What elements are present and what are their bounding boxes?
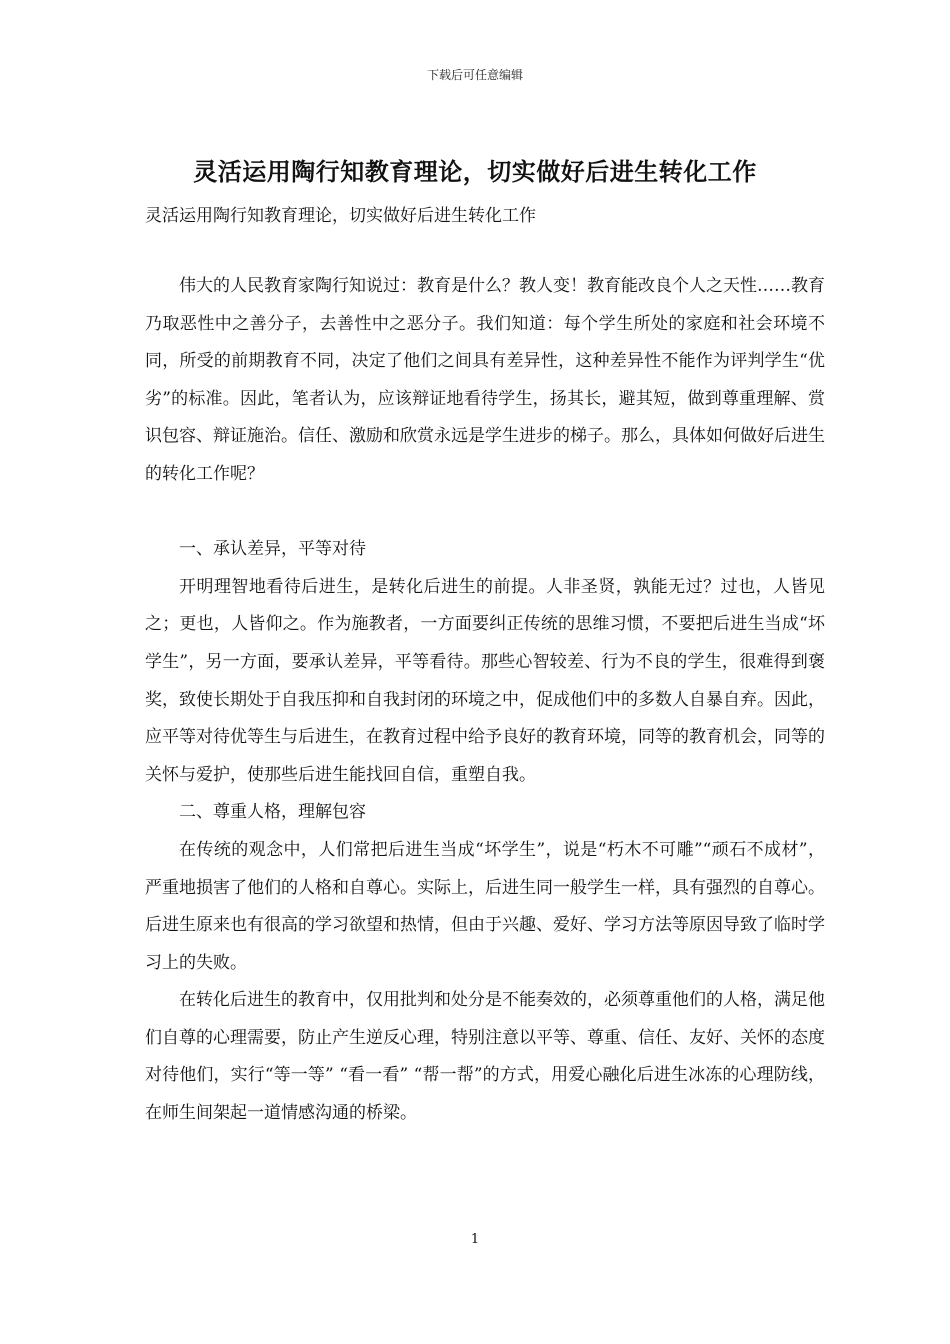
section-2-paragraph-1: 在传统的观念中，人们常把后进生当成“坏学生”，说是“朽木不可雕”“顽石不成材”，严重地损害了他们的人格和自尊心。实际上，后进生同一般学生一样，具有强烈的自尊心。后进生原来也有很高的学习欲望和热情，但由于兴趣、爱好、学习方法等原因导致了临时学习上的失败。: [145, 839, 825, 973]
section-2-paragraph-2: 在转化后进生的教育中，仅用批判和处分是不能奏效的，必须尊重他们的人格，满足他们自尊的心理需要，防止产生逆反心理，特别注意以平等、尊重、信任、友好、关怀的态度对待他们，实行“等一等” “看一看” “帮一帮”的方式，用爱心融化后进生冰冻的心理防线，在师生间架起一道情感沟通的桥梁。: [145, 990, 825, 1124]
header-note: 下载后可任意编辑: [426, 68, 523, 82]
document-body: [145, 268, 825, 1133]
page-number: 1: [470, 1232, 480, 1247]
document-title: 灵活运用陶行知教育理论，切实做好后进生转化工作: [193, 157, 757, 186]
section-1-paragraph: 开明理智地看待后进生，是转化后进生的前提。人非圣贤，孰能无过？过也，人皆见之；更也，人皆仰之。作为施教者，一方面要纠正传统的思维习惯，不要把后进生当成“坏学生”，另一方面，要承认差异，平等看待。那些心智较差、行为不良的学生，很难得到褒奖，致使长期处于自我压抑和自我封闭的环境之中，促成他们中的多数人自暴自弃。因此，应平等对待优等生与后进生，在教育过程中给予良好的教育环境，同等的教育机会，同等的关怀与爱护，使那些后进生能找回自信，重塑自我。: [145, 576, 825, 785]
section-heading-2: 二、尊重人格，理解包容: [179, 802, 366, 823]
section-heading-1: 一、承认差异，平等对待: [179, 539, 366, 560]
intro-paragraph: 伟大的人民教育家陶行知说过：教育是什么？教人变！教育能改良个人之天性……教育乃取恶性中之善分子，去善性中之恶分子。我们知道：每个学生所处的家庭和社会环境不同，所受的前期教育不同，决定了他们之间具有差异性，这种差异性不能作为评判学生“优劣”的标准。因此，笔者认为，应该辩证地看待学生，扬其长，避其短，做到尊重理解、赏识包容、辩证施治。信任、激励和欣赏永远是学生进步的梯子。那么，具体如何做好后进生的转化工作呢？: [145, 276, 825, 484]
document-subtitle: 灵活运用陶行知教育理论，切实做好后进生转化工作: [145, 206, 536, 226]
